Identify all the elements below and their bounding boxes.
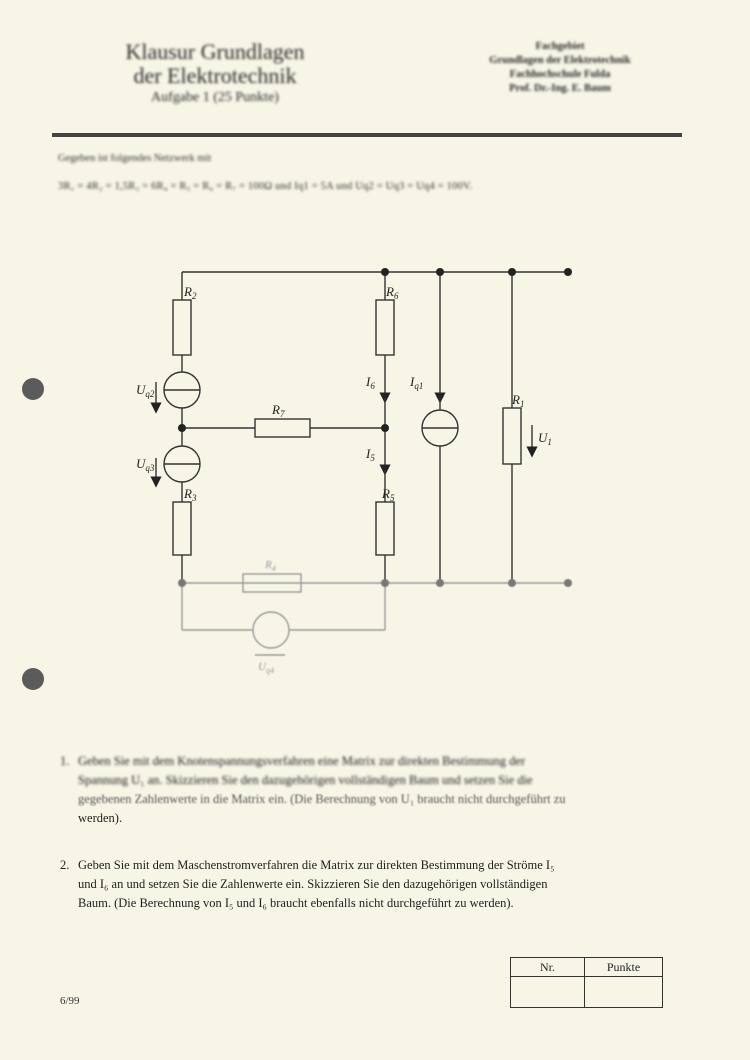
task-1-line-2: Spannung U₁ an. Skizzieren Sie den dazugehörigen vollständigen Baum und setzen Sie die	[78, 773, 533, 787]
resistor-r6	[376, 300, 394, 355]
label-u1: $U_1$	[538, 430, 552, 447]
node-top-r1	[508, 268, 516, 276]
label-i6: $I_6$	[366, 374, 375, 391]
node-bottom-left	[178, 579, 186, 587]
voltage-source-uq4	[253, 612, 289, 648]
node-left-mid	[178, 424, 186, 432]
node-top-middle	[381, 268, 389, 276]
score-cell-punkte[interactable]	[585, 977, 663, 1008]
label-uq2: $U_{q2}$	[136, 382, 155, 399]
resistor-r1	[503, 408, 521, 464]
label-uq3: $U_{q3}$	[136, 456, 155, 473]
label-r2: $R_2$	[184, 284, 197, 301]
label-r6: $R_6$	[386, 284, 399, 301]
task-2-line-3: Baum. (Die Berechnung von I₅ und I₆ braucht ebenfalls nicht durchgeführt zu werden).	[78, 896, 514, 910]
task-1	[60, 752, 670, 828]
node-bottom-middle	[381, 579, 389, 587]
node-middle-mid	[381, 424, 389, 432]
node-bottom-right	[564, 579, 572, 587]
label-r7: $R_7$	[272, 402, 285, 419]
node-top-current-source	[436, 268, 444, 276]
title-line-2: der Elektrotechnik	[133, 63, 297, 88]
info-line-2: Grundlagen der Elektrotechnik	[489, 55, 631, 66]
label-r5: $R_5$	[382, 486, 395, 503]
score-cell-nr[interactable]	[511, 977, 585, 1008]
label-r4: $R_4$	[265, 559, 276, 573]
task-2-line-2: und I₆ an und setzen Sie die Zahlenwerte ein. Skizzieren Sie den dazugehörigen vollständigen	[78, 877, 548, 891]
given-values: 3R₁ = 4R₂ = 1,5R₃ = 6R₄ = R₅ = R₆ = R₇ = 100Ω und Iq1 = 5A und Uq2 = Uq3 = Uq4 = 100V.	[58, 181, 473, 192]
resistor-r3	[173, 502, 191, 555]
node-bottom-current-source	[436, 579, 444, 587]
subtitle: Aufgabe 1 (25 Punkte)	[151, 90, 279, 105]
resistor-r2	[173, 300, 191, 355]
task-1-line-1: Geben Sie mit dem Knotenspannungsverfahren eine Matrix zur direkten Bestimmung der	[78, 754, 526, 768]
task-2-number: 2.	[60, 858, 70, 872]
resistor-r5	[376, 502, 394, 555]
given-intro: Gegeben ist folgendes Netzwerk mit	[58, 153, 212, 164]
footer-date-code: 6/99	[60, 995, 80, 1007]
task-1-number: 1.	[60, 754, 70, 768]
label-i5: $I_5$	[366, 446, 375, 463]
task-1-line-4: werden).	[78, 811, 123, 825]
node-top-right	[564, 268, 572, 276]
node-bottom-r1	[508, 579, 516, 587]
label-uq4: $U_{q4}$	[258, 661, 274, 675]
task-2	[60, 856, 670, 913]
info-line-4: Prof. Dr.-Ing. E. Baum	[509, 83, 611, 94]
task-2-line-1: Geben Sie mit dem Maschenstromverfahren die Matrix zur direkten Bestimmung der Ströme I₅	[78, 858, 555, 872]
info-line-3: Fachhochschule Fulda	[509, 69, 611, 80]
resistor-r7	[255, 419, 310, 437]
task-1-line-3: gegebenen Zahlenwerte in die Matrix ein. (Die Berechnung von U₁ braucht nicht durchgeführt zu	[78, 792, 566, 806]
score-table-header-nr: Nr.	[511, 958, 585, 977]
label-r1: $R_1$	[512, 392, 525, 409]
label-iq1: $I_{q1}$	[410, 374, 424, 391]
info-line-1: Fachgebiet	[535, 41, 585, 52]
score-table-header-punkte: Punkte	[585, 958, 663, 977]
label-r3: $R_3$	[184, 486, 197, 503]
score-table	[510, 957, 663, 1008]
title-line-1: Klausur Grundlagen	[125, 39, 305, 64]
